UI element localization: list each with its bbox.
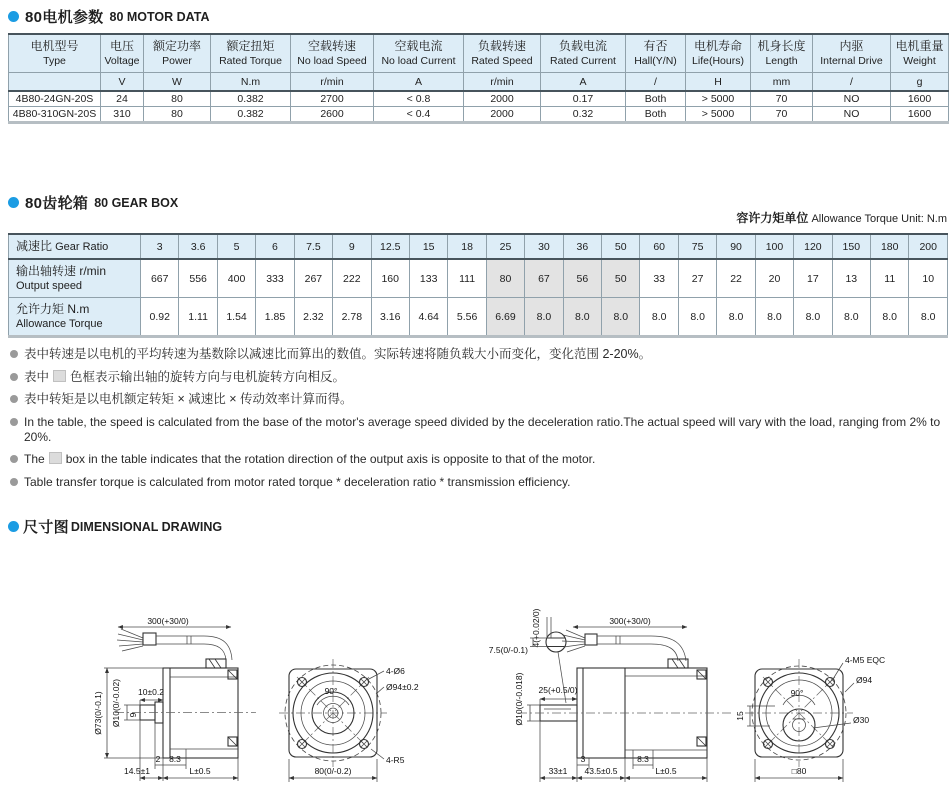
note-line (10, 392, 946, 407)
table-cell: 70 (751, 107, 813, 123)
gear-ratio-value: 9 (333, 234, 371, 259)
dim-label-shaft-length: 10±0.2 (138, 687, 164, 697)
dim-label-bolt-circle: Ø94 (856, 675, 873, 685)
column-header-cell (374, 34, 464, 73)
output-speed-value: 67 (525, 259, 563, 298)
output-speed-value: 50 (602, 259, 640, 298)
note-text: 色框表示输出轴的旋转方向与电机旋转方向相反。 (70, 369, 346, 384)
motor-body (163, 668, 238, 758)
gear-ratio-label (9, 234, 141, 259)
dim-label-frame-size: □80 (791, 766, 807, 776)
dim-title-zh: 尺寸图 (23, 519, 69, 536)
gear-box-title-en: 80 GEAR BOX (94, 195, 179, 210)
allowance-torque-value: 8.0 (640, 298, 678, 337)
output-speed-value: 80 (486, 259, 524, 298)
motor-table-row (9, 107, 949, 123)
motor-front-view (279, 659, 419, 782)
table-cell: 0.382 (211, 91, 291, 107)
note-text: box in the table indicates that the rotation direction of the output axis is opposite to that of the motor. (65, 452, 596, 466)
dim-label-3: 3 (580, 754, 586, 764)
output-speed-value: 556 (179, 259, 217, 298)
note-text: 表中转速是以电机的平均转速为基数除以减速比而算出的数值。实际转速将随负载大小而变化，变化范围 2-20%。 (24, 347, 652, 361)
gear-ratio-value: 36 (563, 234, 601, 259)
column-header-zh: 内驱 (839, 39, 864, 54)
output-speed-value: 400 (217, 259, 255, 298)
dim-title-en: DIMENSIONAL DRAWING (70, 519, 223, 534)
column-header-en: Rated Speed (471, 55, 533, 67)
gear-ratio-value: 150 (832, 234, 870, 259)
allowance-torque-label-zh: 允许力矩 N.m (16, 302, 90, 317)
table-cell: 4B80-24GN-20S (9, 91, 101, 107)
note-text: 表中转矩是以电机额定转矩 × 减速比 × 传动效率计算而得。 (24, 392, 353, 406)
output-speed-value: 17 (794, 259, 832, 298)
column-header-zh: 电机寿命 (693, 39, 742, 54)
table-cell: 2700 (291, 91, 374, 107)
gray-swatch-icon (53, 370, 66, 382)
table-cell: 24 (101, 91, 144, 107)
column-header-zh: 电压 (109, 39, 134, 54)
output-speed-value: 333 (256, 259, 294, 298)
section-bullet-icon (8, 197, 19, 208)
column-header-cell (541, 34, 626, 73)
gear-ratio-value: 25 (486, 234, 524, 259)
column-header-en: Rated Current (550, 55, 616, 67)
table-cell: 1600 (891, 91, 949, 107)
gear-ratio-value: 120 (794, 234, 832, 259)
column-header-cell (751, 34, 813, 73)
motor-data-title-zh: 80电机参数 (25, 9, 104, 26)
section-bullet-icon (8, 521, 19, 532)
gear-ratio-row (9, 234, 948, 259)
note-line (10, 415, 946, 445)
gear-ratio-value: 90 (717, 234, 755, 259)
note-bullet-icon (10, 350, 18, 358)
column-header-cell (626, 34, 686, 73)
dim-label-shaft-length: 25(+0.5/0) (538, 685, 578, 695)
allowance-torque-value: 8.0 (602, 298, 640, 337)
allowance-torque-value: 5.56 (448, 298, 486, 337)
note-text: Table transfer torque is calculated from motor rated torque * deceleration ratio * transmission efficiency. (24, 474, 571, 489)
output-speed-value: 13 (832, 259, 870, 298)
column-header-zh: 空载转速 (307, 39, 356, 54)
column-header-en: Internal Drive (820, 55, 883, 67)
unit-cell: r/min (291, 73, 374, 92)
gear-box-heading (8, 192, 178, 213)
allowance-torque-value: 6.69 (486, 298, 524, 337)
output-speed-value: 267 (294, 259, 332, 298)
output-speed-value: 667 (141, 259, 179, 298)
dim-label-mounting-holes: 4-Ø6 (386, 666, 405, 676)
gear-box-table (8, 233, 948, 338)
allowance-torque-value: 8.0 (525, 298, 563, 337)
gray-swatch-icon (49, 452, 62, 464)
gear-ratio-value: 200 (909, 234, 948, 259)
table-cell: 0.382 (211, 107, 291, 123)
note-text: The (24, 452, 45, 466)
motor-data-title-en: 80 MOTOR DATA (109, 9, 210, 24)
column-header-cell (101, 34, 144, 73)
table-cell: 0.32 (541, 107, 626, 123)
dim-label-key-height: 7.5(0/-0.1) (488, 645, 528, 655)
dimensional-drawings (0, 553, 950, 803)
dim-label-body-diameter: Ø73(0/-0.1) (93, 691, 103, 735)
allowance-torque-value: 1.54 (217, 298, 255, 337)
column-header-zh: 额定扭矩 (226, 39, 275, 54)
allowance-torque-value: 8.0 (755, 298, 793, 337)
output-speed-row (9, 259, 948, 298)
table-cell: Both (626, 107, 686, 123)
allowance-torque-value: 0.92 (141, 298, 179, 337)
column-header-cell (211, 34, 291, 73)
table-cell: 2600 (291, 107, 374, 123)
note-line (10, 475, 946, 490)
gear-ratio-value: 15 (409, 234, 447, 259)
gear-ratio-label-zh: 减速比 (16, 238, 53, 253)
column-header-zh: 电机重量 (895, 39, 944, 54)
note-line (10, 452, 946, 467)
column-header-en: No load Current (381, 55, 456, 67)
dim-label-key-width: 4(+0.02/0) (531, 608, 541, 648)
column-header-en: Voltage (104, 55, 140, 67)
dim-label-motor-length: L±0.5 (655, 766, 677, 776)
table-cell: > 5000 (686, 107, 751, 123)
gear-ratio-value: 7.5 (294, 234, 332, 259)
output-speed-value: 10 (909, 259, 948, 298)
gear-ratio-value: 3 (141, 234, 179, 259)
output-speed-value: 222 (333, 259, 371, 298)
column-header-en: Rated Torque (219, 55, 282, 67)
dim-label-shaft-diameter: Ø10(0/-0.02) (111, 678, 121, 728)
dim-label-frame-size: 80(0/-0.2) (314, 766, 352, 776)
table-cell: NO (813, 107, 891, 123)
allowance-torque-value: 3.16 (371, 298, 409, 337)
dim-label-8-3: 8.3 (169, 754, 181, 764)
note-line (10, 347, 946, 362)
gear-ratio-value: 18 (448, 234, 486, 259)
table-cell: 70 (751, 91, 813, 107)
output-speed-value: 33 (640, 259, 678, 298)
motor-data-table (8, 33, 949, 124)
column-header-cell (291, 34, 374, 73)
column-header-en: Weight (903, 55, 936, 67)
table-cell: 1600 (891, 107, 949, 123)
allowance-torque-value: 8.0 (909, 298, 948, 337)
table-cell: < 0.8 (374, 91, 464, 107)
column-header-zh: 机身长度 (757, 39, 806, 54)
allowance-torque-label-en: Allowance Torque (16, 317, 103, 330)
table-cell: 2000 (464, 91, 541, 107)
column-header-zh: 电机型号 (30, 39, 79, 54)
dim-label-shaft-assembly: 33±1 (548, 766, 568, 776)
column-header-zh: 负载电流 (558, 39, 607, 54)
note-text: 表中 (24, 369, 50, 384)
allowance-torque-value: 2.78 (333, 298, 371, 337)
section-bullet-icon (8, 11, 19, 22)
dim-label-2: 2 (155, 754, 161, 764)
gear-ratio-value: 12.5 (371, 234, 409, 259)
allowance-torque-value: 8.0 (717, 298, 755, 337)
unit-cell: A (541, 73, 626, 92)
unit-note-zh: 容许力矩单位 (736, 211, 809, 225)
motor-side-view (93, 616, 256, 781)
unit-cell: g (891, 73, 949, 92)
note-line (10, 370, 946, 385)
note-bullet-icon (10, 373, 18, 381)
dim-label-cable-length: 300(+30/0) (147, 616, 189, 626)
gear-ratio-label-en: Gear Ratio (52, 240, 109, 253)
gear-ratio-value: 75 (678, 234, 716, 259)
gear-ratio-value: 180 (871, 234, 909, 259)
unit-cell: H (686, 73, 751, 92)
dim-label-cable-length: 300(+30/0) (609, 616, 651, 626)
column-header-en: Life(Hours) (692, 55, 744, 67)
allowance-torque-value: 1.85 (256, 298, 294, 337)
motor-data-heading (8, 6, 210, 27)
note-bullet-icon (10, 478, 18, 486)
gear-ratio-value: 100 (755, 234, 793, 259)
table-cell: 80 (144, 91, 211, 107)
dim-label-angle: 90° (790, 688, 804, 698)
dim-label-angle: 90° (324, 686, 338, 696)
table-cell: 310 (101, 107, 144, 123)
motor-table-row (9, 91, 949, 107)
dim-label-mounting-holes: 4-M5 EQC (845, 655, 886, 665)
dim-label-body-length: L±0.5 (189, 766, 211, 776)
output-speed-value: 22 (717, 259, 755, 298)
allowance-torque-value: 8.0 (794, 298, 832, 337)
unit-cell: / (813, 73, 891, 92)
allowance-torque-value: 8.0 (563, 298, 601, 337)
note-text: In the table, the speed is calculated from the base of the motor's average speed divided by the deceleration ratio.The actual speed will vary with the load, ranging from 2% to 20%. (24, 414, 941, 444)
dim-label-boss-diameter: Ø30 (853, 715, 870, 725)
gear-ratio-value: 3.6 (179, 234, 217, 259)
unit-cell: r/min (464, 73, 541, 92)
column-header-cell (813, 34, 891, 73)
column-header-zh: 有否 (643, 39, 668, 54)
column-header-cell (891, 34, 949, 73)
allowance-torque-value: 8.0 (832, 298, 870, 337)
output-speed-value: 11 (871, 259, 909, 298)
unit-cell: W (144, 73, 211, 92)
allowance-torque-row (9, 298, 948, 337)
output-speed-value: 27 (678, 259, 716, 298)
output-speed-label (9, 259, 141, 298)
column-header-en: Power (162, 55, 192, 67)
allowance-torque-label (9, 298, 141, 337)
output-speed-label-en: Output speed (16, 279, 83, 292)
unit-cell: N.m (211, 73, 291, 92)
allowance-torque-value: 8.0 (871, 298, 909, 337)
unit-cell: A (374, 73, 464, 92)
output-speed-value: 160 (371, 259, 409, 298)
cable-connector (143, 633, 156, 645)
gear-ratio-value: 30 (525, 234, 563, 259)
column-header-cell (686, 34, 751, 73)
dim-label-bolt-circle: Ø94±0.2 (386, 682, 419, 692)
output-speed-value: 111 (448, 259, 486, 298)
column-header-zh: 负载转速 (477, 39, 526, 54)
gear-ratio-value: 6 (256, 234, 294, 259)
dim-label-key-width: 9 (128, 712, 138, 718)
note-bullet-icon (10, 455, 18, 463)
dim-label-shaft-diameter: Ø10(0/-0.018) (514, 672, 524, 726)
unit-note-en: Allowance Torque Unit: N.m (808, 213, 947, 225)
column-header-cell (9, 34, 101, 73)
note-bullet-icon (10, 395, 18, 403)
allowance-torque-value: 1.11 (179, 298, 217, 337)
column-header-en: Hall(Y/N) (634, 55, 677, 67)
column-header-zh: 空载电流 (394, 39, 443, 54)
unit-cell: / (626, 73, 686, 92)
output-speed-value: 56 (563, 259, 601, 298)
allowance-torque-value: 8.0 (678, 298, 716, 337)
gearbox-front-view (735, 655, 885, 782)
column-header-cell (464, 34, 541, 73)
allowance-torque-value: 2.32 (294, 298, 332, 337)
unit-cell: mm (751, 73, 813, 92)
table-cell: > 5000 (686, 91, 751, 107)
notes-block (10, 347, 946, 497)
dim-label-8-3: 8.3 (637, 754, 649, 764)
column-header-en: Length (765, 55, 798, 67)
column-header-zh: 额定功率 (152, 39, 201, 54)
table-cell: 4B80-310GN-20S (9, 107, 101, 123)
output-speed-label-zh: 输出轴转速 r/min (16, 264, 107, 279)
allowance-torque-unit-note (736, 209, 947, 226)
motor-table-units-row (9, 73, 949, 92)
unit-cell (9, 73, 101, 92)
table-cell: < 0.4 (374, 107, 464, 123)
table-cell: Both (626, 91, 686, 107)
motor-table-header-row (9, 34, 949, 73)
output-speed-value: 20 (755, 259, 793, 298)
dim-label-14-5: 14.5±1 (124, 766, 150, 776)
table-cell: 2000 (464, 107, 541, 123)
column-header-en: No load Speed (297, 55, 367, 67)
cable-connector (585, 634, 597, 645)
gear-ratio-value: 5 (217, 234, 255, 259)
gear-ratio-value: 60 (640, 234, 678, 259)
dimensional-drawing-heading (8, 516, 222, 537)
gear-ratio-value: 50 (602, 234, 640, 259)
output-speed-value: 133 (409, 259, 447, 298)
unit-cell: V (101, 73, 144, 92)
dim-label-gearbox-length: 43.5±0.5 (584, 766, 618, 776)
column-header-cell (144, 34, 211, 73)
table-cell: NO (813, 91, 891, 107)
allowance-torque-value: 4.64 (409, 298, 447, 337)
dim-label-corner-radius: 4-R5 (386, 755, 405, 765)
table-cell: 80 (144, 107, 211, 123)
table-cell: 0.17 (541, 91, 626, 107)
gear-box-title-zh: 80齿轮箱 (25, 195, 89, 212)
column-header-en: Type (43, 55, 66, 67)
note-bullet-icon (10, 418, 18, 426)
dim-label-15: 15 (735, 711, 745, 721)
gearbox-side-view (489, 608, 732, 782)
